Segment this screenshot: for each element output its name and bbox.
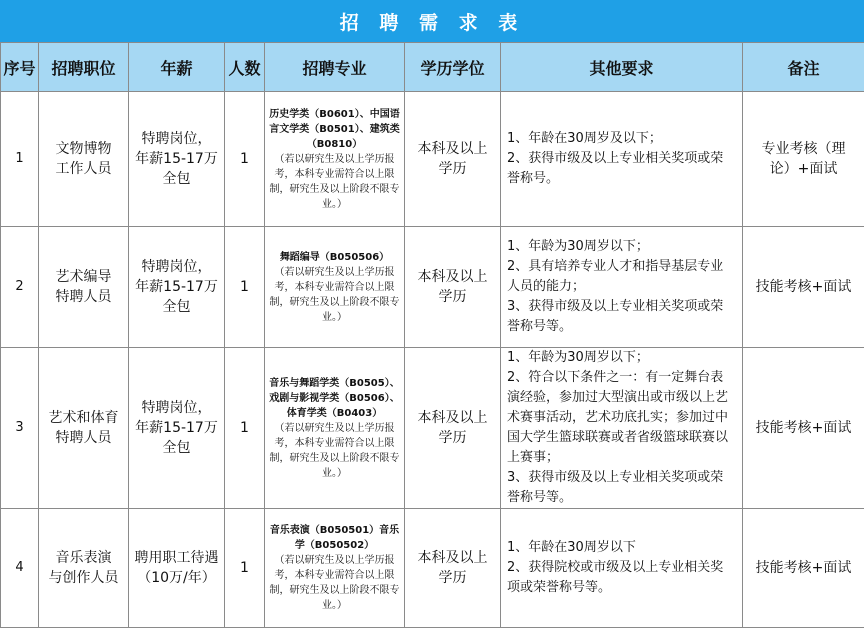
cell-major <box>265 227 405 348</box>
requirement-item: 2、获得市级及以上专业相关奖项或荣誉称号。 <box>507 149 736 189</box>
cell-seq: 3 <box>1 348 39 509</box>
cell-seq: 4 <box>1 509 39 628</box>
major-note: （若以研究生及以上学历报考，本科专业需符合以上限制，研究生及以上阶段不限专业。） <box>269 152 400 212</box>
header-seq: 序号 <box>1 43 39 92</box>
cell-note: 专业考核（理 论）+面试 <box>743 92 864 227</box>
cell-seq: 2 <box>1 227 39 348</box>
table-row <box>1 92 864 227</box>
cell-salary: 聘用职工待遇 （10万/年） <box>129 509 225 628</box>
header-salary: 年薪 <box>129 43 225 92</box>
cell-note: 技能考核+面试 <box>743 227 864 348</box>
major-note: （若以研究生及以上学历报考，本科专业需符合以上限制，研究生及以上阶段不限专业。） <box>269 421 400 481</box>
table-row <box>1 348 864 509</box>
requirement-item: 1、年龄在30周岁以下 <box>507 538 736 558</box>
header-count: 人数 <box>225 43 265 92</box>
cell-note: 技能考核+面试 <box>743 348 864 509</box>
cell-requirements <box>501 92 743 227</box>
major-name: 音乐表演（B050501）音乐学（B050502） <box>269 523 400 553</box>
cell-degree: 本科及以上 学历 <box>405 227 501 348</box>
cell-major <box>265 509 405 628</box>
cell-degree: 本科及以上 学历 <box>405 509 501 628</box>
cell-major <box>265 92 405 227</box>
cell-position: 艺术和体育 特聘人员 <box>39 348 129 509</box>
cell-requirements <box>501 227 743 348</box>
requirement-item: 1、年龄在30周岁及以下； <box>507 129 736 149</box>
cell-degree: 本科及以上 学历 <box>405 92 501 227</box>
major-name: 历史学类（B0601）、中国语言文学类（B0501）、建筑类（B0810） <box>269 107 400 152</box>
table-title: 招 聘 需 求 表 <box>0 0 864 42</box>
header-degree: 学历学位 <box>405 43 501 92</box>
header-major: 招聘专业 <box>265 43 405 92</box>
cell-requirements <box>501 509 743 628</box>
requirement-item: 3、获得市级及以上专业相关奖项或荣誉称号等。 <box>507 297 736 337</box>
recruitment-table <box>0 42 864 628</box>
cell-salary: 特聘岗位， 年薪15-17万 全包 <box>129 92 225 227</box>
cell-count: 1 <box>225 227 265 348</box>
cell-count: 1 <box>225 509 265 628</box>
header-row <box>1 43 864 92</box>
cell-salary: 特聘岗位， 年薪15-17万 全包 <box>129 227 225 348</box>
header-note: 备注 <box>743 43 864 92</box>
requirement-item: 1、年龄为30周岁以下； <box>507 237 736 257</box>
cell-count: 1 <box>225 92 265 227</box>
table-row <box>1 509 864 628</box>
cell-major <box>265 348 405 509</box>
cell-seq: 1 <box>1 92 39 227</box>
table-row <box>1 227 864 348</box>
cell-requirements <box>501 348 743 509</box>
major-note: （若以研究生及以上学历报考，本科专业需符合以上限制，研究生及以上阶段不限专业。） <box>269 553 400 613</box>
requirement-item: 3、获得市级及以上专业相关奖项或荣誉称号等。 <box>507 468 736 508</box>
requirement-item: 2、符合以下条件之一：有一定舞台表演经验，参加过大型演出或市级以上艺术赛事活动，艺术功底扎实；参加过中国大学生篮球联赛或者省级篮球联赛以上赛事； <box>507 368 736 468</box>
requirement-item: 2、具有培养专业人才和指导基层专业人员的能力； <box>507 257 736 297</box>
major-note: （若以研究生及以上学历报考，本科专业需符合以上限制，研究生及以上阶段不限专业。） <box>269 265 400 325</box>
cell-position: 文物博物 工作人员 <box>39 92 129 227</box>
cell-position: 音乐表演 与创作人员 <box>39 509 129 628</box>
cell-position: 艺术编导 特聘人员 <box>39 227 129 348</box>
major-name: 音乐与舞蹈学类（B0505）、戏剧与影视学类（B0506）、体育学类（B0403） <box>269 376 400 421</box>
cell-degree: 本科及以上 学历 <box>405 348 501 509</box>
header-position: 招聘职位 <box>39 43 129 92</box>
cell-count: 1 <box>225 348 265 509</box>
requirement-item: 2、获得院校或市级及以上专业相关奖项或荣誉称号等。 <box>507 558 736 598</box>
cell-salary: 特聘岗位， 年薪15-17万 全包 <box>129 348 225 509</box>
cell-note: 技能考核+面试 <box>743 509 864 628</box>
major-name: 舞蹈编导（B050506） <box>269 250 400 265</box>
requirement-item: 1、年龄为30周岁以下； <box>507 348 736 368</box>
header-requirements: 其他要求 <box>501 43 743 92</box>
